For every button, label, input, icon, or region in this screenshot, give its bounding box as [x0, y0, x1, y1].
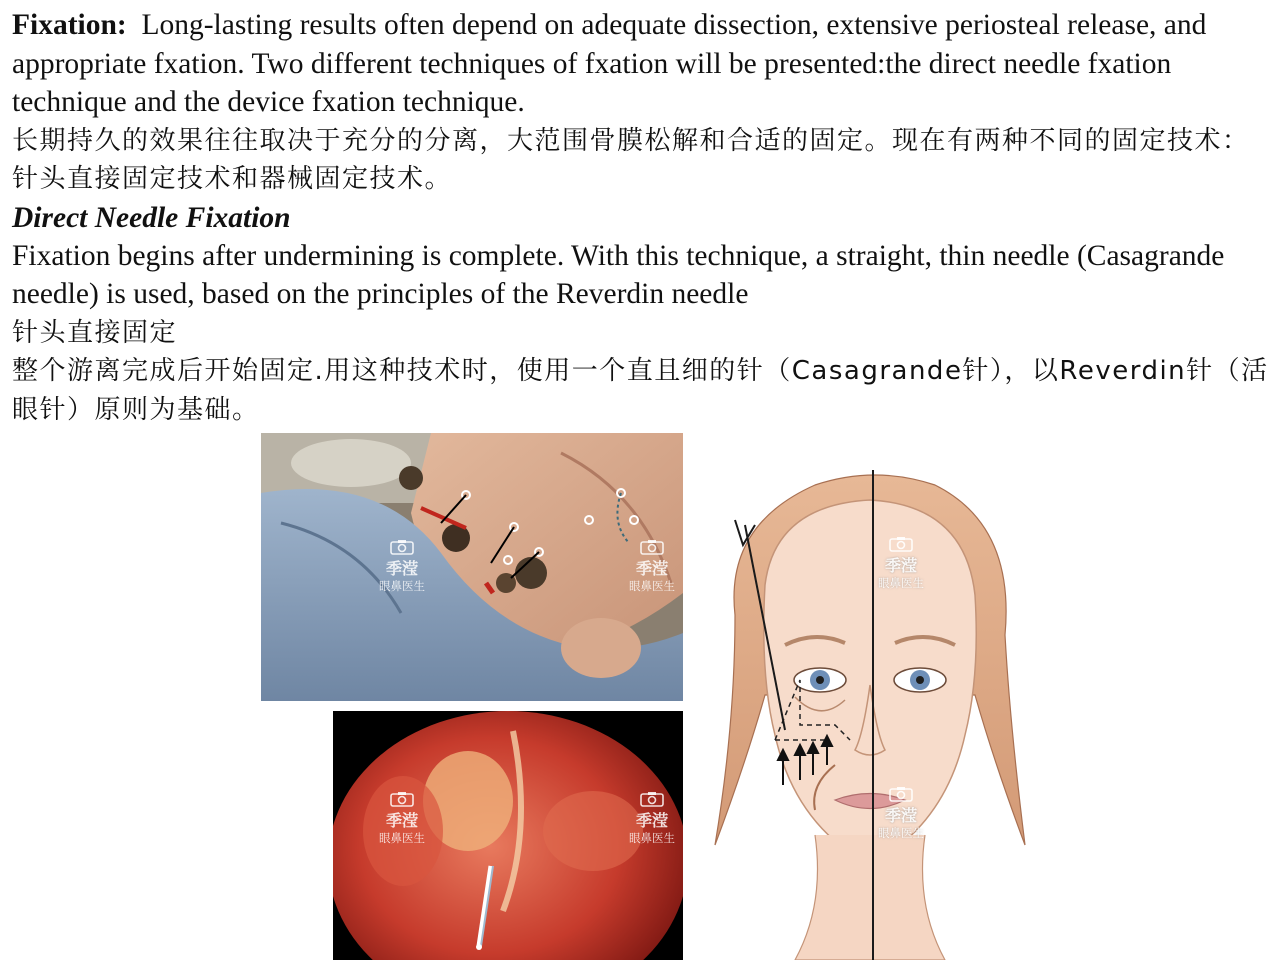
watermark-name: 季滢 [385, 811, 418, 830]
surgery-photo [261, 433, 683, 701]
watermark-subtitle: 眼鼻医生 [379, 831, 425, 845]
surgery-photo-drawing [261, 433, 683, 701]
paragraph-direct-needle-zh: 整个游离完成后开始固定.用这种技术时，使用一个直且细的针（Casagrande针），以Reverdin针（活眼针）原则为基础。 [12, 356, 1269, 425]
watermark-name: 季滢 [884, 806, 917, 825]
fixation-text: Long-lasting results often depend on adequate dissection, extensive periosteal release, and appropriate fxation. Two different techniques of fxation will be presented:the direct needle fxation technique and the device fxation technique. [12, 9, 1207, 118]
watermark-subtitle: 眼鼻医生 [379, 579, 425, 593]
paragraph-fixation-zh: 长期持久的效果往往取决于充分的分离，大范围骨膜松解和合适的固定。现在有两种不同的固定技术：针头直接固定技术和器械固定技术。 [12, 125, 1250, 194]
watermark-name: 季滢 [884, 556, 917, 575]
watermark-subtitle: 眼鼻医生 [629, 579, 675, 593]
face-illustration-drawing [705, 465, 1035, 960]
watermark-subtitle: 眼鼻医生 [629, 831, 675, 845]
watermark-name: 季滢 [635, 811, 668, 830]
paragraph-fixation [12, 6, 1270, 122]
paragraph-direct-needle: Fixation begins after undermining is complete. With this technique, a straight, thin needle (Casagrande needle) is used, based on the principles of the Reverdin needle [12, 239, 1225, 310]
watermark-name: 季滢 [635, 559, 668, 578]
face-illustration [705, 465, 1035, 960]
endoscope-photo-drawing [333, 711, 683, 960]
section-heading-zh: 针头直接固定 [12, 317, 178, 348]
watermark-subtitle: 眼鼻医生 [878, 826, 924, 840]
watermark-name: 季滢 [385, 559, 418, 578]
endoscope-photo [333, 711, 683, 960]
article-text [12, 6, 1270, 429]
watermark-subtitle: 眼鼻医生 [878, 576, 924, 590]
fixation-lead: Fixation: [12, 9, 127, 41]
section-heading: Direct Needle Fixation [12, 201, 291, 234]
